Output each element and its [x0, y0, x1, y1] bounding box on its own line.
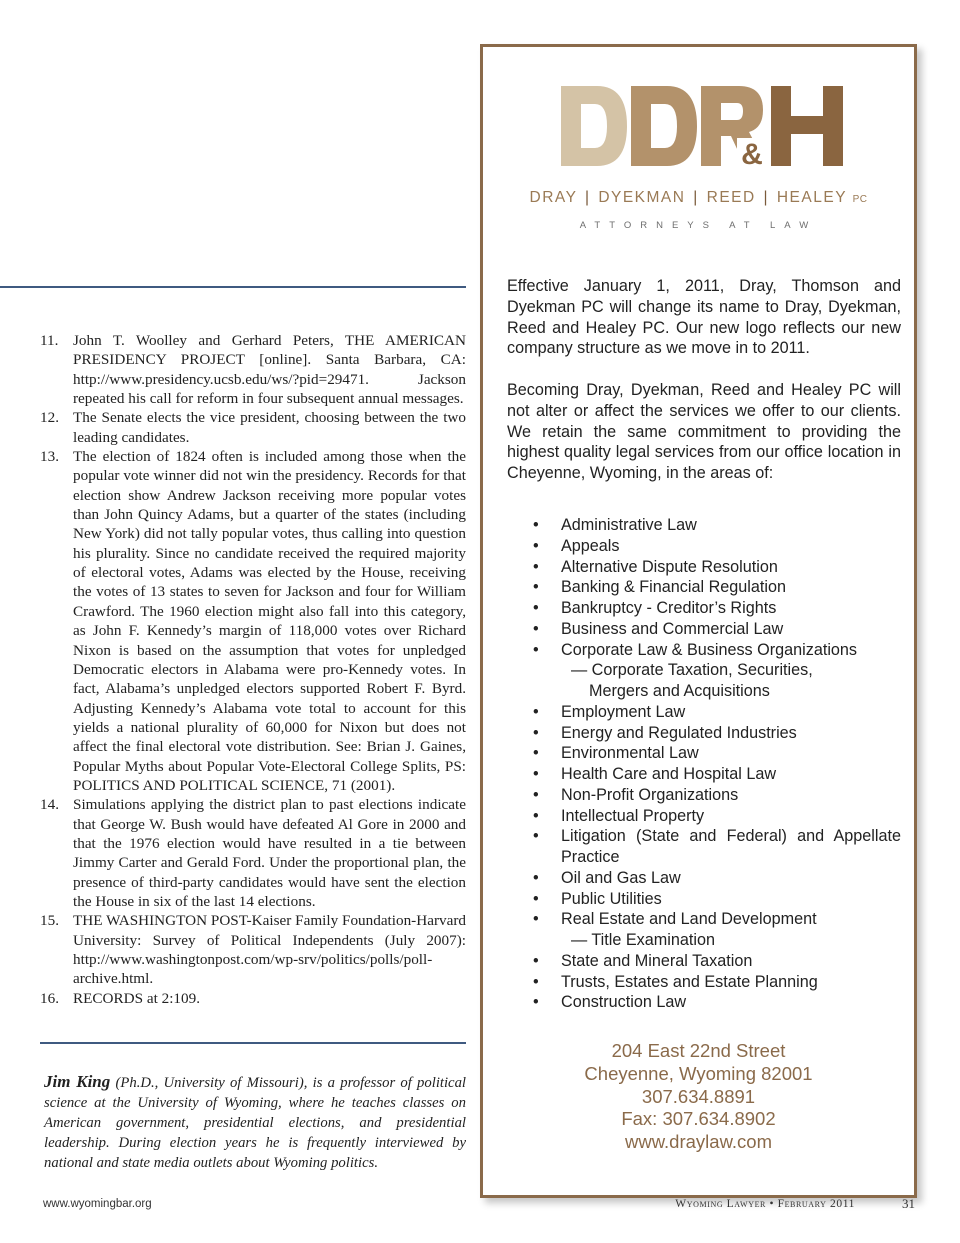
practice-area-label: Oil and Gas Law	[561, 868, 681, 887]
practice-area-sub: — Title Examination	[571, 931, 715, 949]
practice-area-label: Appeals	[561, 536, 620, 555]
practice-area-item	[533, 640, 901, 702]
footnote-text: Simulations applying the district plan to past elections indicate that George W. Bush would have defeated Al Gore in 2000 and that the 1976 election would have resulted in a tie between Jimmy Carter and Gerald Ford. Under the proportional plan, the presence of third-party candidates would have sent the election the House in six of the last 14 elections.	[73, 796, 466, 910]
practice-area-label: Alternative Dispute Resolution	[561, 557, 778, 576]
practice-area-item	[533, 806, 901, 827]
footnote-number: 16.	[40, 989, 59, 1007]
footnote-item	[40, 795, 466, 911]
practice-area-label: Administrative Law	[561, 516, 697, 534]
fax-number: Fax: 307.634.8902	[621, 1108, 776, 1130]
footnote-number: 13.	[40, 448, 59, 466]
author-bio-text: (Ph.D., University of Missouri), is a professor of political science at the University of Wyoming, where he teaches classes on American government, presidential elections, and presidential leadership. During election years he is frequently interviewed by national and state media outlets about Wyoming politics.	[44, 1075, 467, 1171]
author-name: Jim King	[44, 1072, 111, 1091]
practice-area-label: Real Estate and Land Development	[561, 910, 817, 929]
practice-area-item	[533, 536, 901, 557]
footnote-item	[40, 911, 466, 988]
practice-area-item	[533, 515, 901, 536]
footnote-item	[40, 408, 466, 447]
bio-divider	[40, 1042, 466, 1044]
practice-area-label: Business and Commercial Law	[561, 619, 784, 638]
practice-area-item	[533, 577, 901, 598]
practice-area-label: Bankruptcy - Creditor’s Rights	[561, 599, 777, 617]
footnote-text: The Senate elects the vice president, choosing between the two leading candidates.	[73, 409, 466, 446]
footnote-number: 11.	[40, 332, 59, 349]
practice-area-item	[533, 951, 901, 972]
practice-area-item	[533, 785, 901, 806]
footnote-number: 14.	[40, 796, 59, 814]
practice-area-label: Litigation (State and Federal) and Appellate Practice	[561, 827, 901, 866]
footnote-number: 12.	[40, 409, 59, 427]
practice-area-item	[533, 557, 901, 578]
author-bio	[44, 1072, 466, 1173]
firm-name-part: DRAY	[529, 189, 578, 206]
ad-paragraph-2: Becoming Dray, Dyekman, Reed and Healey PC will not alter or affect the services we offer to our clients. We retain the same commitment to providing the highest quality legal services from our office location in Cheyenne, Wyoming, in the areas of:	[507, 381, 901, 483]
practice-area-sub: Mergers and Acquisitions	[589, 682, 770, 700]
practice-area-label: State and Mineral Taxation	[561, 951, 753, 970]
firm-name-part: DYEKMAN	[598, 189, 686, 206]
practice-area-item	[533, 909, 901, 951]
ad-paragraph-1: Effective January 1, 2011, Dray, Thomson and Dyekman PC will change its name to Dray, Dyekman, Reed and Healey PC. Our new logo reflects our new company structure as we move in to 2011.	[507, 277, 901, 358]
practice-area-label: Non-Profit Organizations	[561, 785, 739, 804]
contact-block	[480, 1040, 917, 1154]
footnote-item	[40, 989, 466, 1008]
firm-name	[480, 189, 917, 207]
footer-website[interactable]: www.wyomingbar.org	[43, 1198, 152, 1210]
practice-area-label: Energy and Regulated Industries	[561, 723, 797, 742]
practice-area-label: Banking & Financial Regulation	[561, 578, 786, 597]
practice-area-label: Trusts, Estates and Estate Planning	[561, 972, 818, 991]
practice-area-label: Intellectual Property	[561, 806, 705, 825]
footnotes-list	[40, 331, 466, 1008]
ddrh-logo	[561, 84, 843, 168]
firm-suffix: PC	[852, 194, 868, 205]
firm-tagline: ATTORNEYS AT LAW	[579, 220, 818, 231]
practice-area-item	[533, 743, 901, 764]
footnote-item	[40, 331, 466, 408]
svg-text:&: &	[741, 138, 763, 168]
practice-area-label: Public Utilities	[561, 889, 662, 908]
city-line: Cheyenne, Wyoming 82001	[584, 1062, 813, 1084]
firm-separator: |	[763, 189, 770, 206]
footnote-text: John T. Woolley and Gerhard Peters, THE AMERICAN PRESIDENCY PROJECT [online]. Santa Barbara, CA: http://www.presidency.ucsb.edu/ws/?pid=29471. Jackson repeated his call for reform in four subsequent annual messages.	[73, 332, 466, 408]
address-line: 204 East 22nd Street	[611, 1040, 786, 1061]
practice-area-label: Construction Law	[561, 993, 687, 1012]
footnote-number: 15.	[40, 912, 59, 930]
firm-separator: |	[693, 189, 699, 206]
practice-area-item	[533, 889, 901, 910]
practice-area-item	[533, 826, 901, 868]
page-number: 31	[902, 1196, 915, 1211]
phone-number: 307.634.8891	[641, 1085, 756, 1107]
practice-area-item	[533, 598, 901, 619]
practice-area-item	[533, 764, 901, 785]
practice-areas-list	[533, 515, 901, 1013]
footnote-text: The election of 1824 often is included among those when the popular vote winner did not win the presidency. Records for that election show Andrew Jackson receiving more popular votes than John Quincy Adams, but a quarter of the states (including New York) did not tally popular votes, thus calling into question his plurality. Since no candidate received the required majority of electoral votes, Adams was elected by the House, receiving the votes of 13 states to seven for Jackson and four for William Crawford. The 1960 election might also fall into this category, as John F. Kennedy’s margin of 118,000 votes over Richard Nixon is based on the assumption that votes for unpledged Democratic electors in Alabama were pro-Kennedy votes. In fact, Alabama’s unpledged electors supported Robert F. Byrd. Adjusting Kennedy’s Alabama vote total to account for this yields a national plurality of 60,000 for Nixon but does not affect the final electoral vote distribution. See: Brian J. Gaines, Popular Myths about Popular Vote-Electoral College Splits, PS: POLITICS AND POLITICAL SCIENCE, 71 (2001).	[73, 448, 466, 794]
practice-area-item	[533, 972, 901, 993]
practice-area-item	[533, 868, 901, 889]
website-link[interactable]: www.draylaw.com	[624, 1131, 772, 1153]
practice-area-label: Environmental Law	[561, 744, 699, 763]
footnote-text: THE WASHINGTON POST-Kaiser Family Foundation-Harvard University: Survey of Political Independents (July 2007): http://www.washingtonpost.com/wp-srv/politics/polls/poll-archive.html.	[73, 912, 466, 988]
practice-area-label: Employment Law	[561, 702, 686, 721]
footnote-text: RECORDS at 2:109.	[73, 989, 200, 1007]
footer-publication: Wyoming Lawyer • February 2011	[675, 1198, 855, 1210]
firm-separator: |	[584, 189, 591, 206]
practice-area-label: Health Care and Hospital Law	[561, 765, 777, 783]
top-divider	[0, 286, 466, 288]
practice-area-item	[533, 702, 901, 723]
footnote-item	[40, 447, 466, 795]
firm-name-part: HEALEY	[776, 189, 847, 206]
practice-area-sub: — Corporate Taxation, Securities,	[571, 661, 813, 680]
practice-area-item	[533, 619, 901, 640]
firm-name-part: REED	[706, 189, 756, 206]
practice-area-item	[533, 723, 901, 744]
practice-area-label: Corporate Law & Business Organizations	[561, 640, 858, 659]
practice-area-item	[533, 992, 901, 1013]
